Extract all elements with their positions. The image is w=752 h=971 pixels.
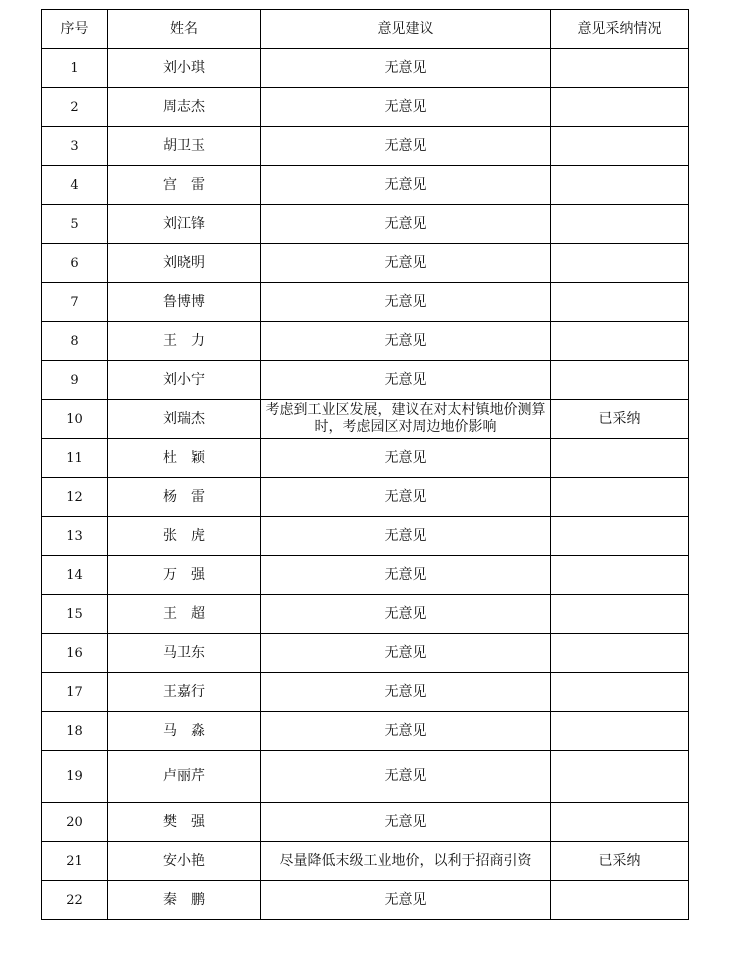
row-name: 王嘉行: [108, 673, 261, 712]
row-name: 刘瑞杰: [108, 400, 261, 439]
row-name: 秦 鹏: [108, 881, 261, 920]
table-row: [42, 881, 689, 920]
row-name: 王 超: [108, 595, 261, 634]
table-row: [42, 49, 689, 88]
row-no: 2: [42, 88, 108, 127]
table-row: [42, 166, 689, 205]
row-status: 已采纳: [551, 400, 689, 439]
row-status: [551, 88, 689, 127]
row-opinion: 无意见: [261, 244, 551, 283]
opinion-table-container: [41, 9, 688, 920]
row-opinion: 无意见: [261, 595, 551, 634]
row-status: [551, 712, 689, 751]
row-opinion: 无意见: [261, 205, 551, 244]
row-opinion: 尽量降低末级工业地价，以利于招商引资: [261, 842, 551, 881]
table-row: [42, 803, 689, 842]
row-status: [551, 205, 689, 244]
row-status: [551, 673, 689, 712]
opinion-table: [41, 9, 689, 920]
row-no: 16: [42, 634, 108, 673]
table-header: [42, 10, 689, 49]
row-status: [551, 127, 689, 166]
row-status: [551, 478, 689, 517]
row-status: [551, 322, 689, 361]
row-no: 8: [42, 322, 108, 361]
table-row: [42, 88, 689, 127]
row-opinion: 无意见: [261, 673, 551, 712]
row-status: [551, 166, 689, 205]
table-row: [42, 127, 689, 166]
row-no: 7: [42, 283, 108, 322]
row-no: 19: [42, 751, 108, 803]
table-body: [42, 49, 689, 920]
row-no: 5: [42, 205, 108, 244]
row-status: [551, 517, 689, 556]
row-status: 已采纳: [551, 842, 689, 881]
row-no: 3: [42, 127, 108, 166]
table-row: [42, 400, 689, 439]
header-row: [42, 10, 689, 49]
row-opinion: 无意见: [261, 88, 551, 127]
row-no: 13: [42, 517, 108, 556]
row-name: 马 淼: [108, 712, 261, 751]
table-row: [42, 634, 689, 673]
row-no: 10: [42, 400, 108, 439]
row-status: [551, 283, 689, 322]
row-name: 刘小琪: [108, 49, 261, 88]
row-name: 卢丽芹: [108, 751, 261, 803]
table-row: [42, 751, 689, 803]
row-opinion: 无意见: [261, 751, 551, 803]
header-no: 序号: [42, 10, 108, 49]
row-status: [551, 439, 689, 478]
table-row: [42, 439, 689, 478]
row-no: 1: [42, 49, 108, 88]
row-name: 杨 雷: [108, 478, 261, 517]
row-opinion: 无意见: [261, 712, 551, 751]
row-opinion: 无意见: [261, 556, 551, 595]
table-row: [42, 478, 689, 517]
row-opinion: 考虑到工业区发展，建议在对太村镇地价测算时，考虑园区对周边地价影响: [261, 400, 551, 439]
row-no: 21: [42, 842, 108, 881]
row-opinion: 无意见: [261, 439, 551, 478]
table-row: [42, 712, 689, 751]
table-row: [42, 556, 689, 595]
row-name: 张 虎: [108, 517, 261, 556]
row-opinion: 无意见: [261, 127, 551, 166]
row-name: 刘晓明: [108, 244, 261, 283]
row-name: 宫 雷: [108, 166, 261, 205]
row-status: [551, 881, 689, 920]
row-name: 鲁博博: [108, 283, 261, 322]
row-no: 6: [42, 244, 108, 283]
table-row: [42, 244, 689, 283]
row-name: 安小艳: [108, 842, 261, 881]
row-status: [551, 361, 689, 400]
row-name: 刘江锋: [108, 205, 261, 244]
table-row: [42, 673, 689, 712]
row-status: [551, 49, 689, 88]
row-no: 12: [42, 478, 108, 517]
row-opinion: 无意见: [261, 634, 551, 673]
table-row: [42, 361, 689, 400]
row-opinion: 无意见: [261, 517, 551, 556]
row-opinion: 无意见: [261, 478, 551, 517]
row-status: [551, 803, 689, 842]
row-no: 15: [42, 595, 108, 634]
table-row: [42, 517, 689, 556]
row-no: 17: [42, 673, 108, 712]
row-no: 22: [42, 881, 108, 920]
row-no: 18: [42, 712, 108, 751]
row-name: 杜 颖: [108, 439, 261, 478]
row-opinion: 无意见: [261, 803, 551, 842]
row-name: 万 强: [108, 556, 261, 595]
table-row: [42, 842, 689, 881]
row-status: [551, 634, 689, 673]
row-status: [551, 751, 689, 803]
row-opinion: 无意见: [261, 166, 551, 205]
row-opinion: 无意见: [261, 49, 551, 88]
row-status: [551, 244, 689, 283]
row-no: 11: [42, 439, 108, 478]
row-name: 马卫东: [108, 634, 261, 673]
row-opinion: 无意见: [261, 283, 551, 322]
row-no: 4: [42, 166, 108, 205]
header-status: 意见采纳情况: [551, 10, 689, 49]
header-opinion: 意见建议: [261, 10, 551, 49]
row-name: 王 力: [108, 322, 261, 361]
table-row: [42, 205, 689, 244]
row-name: 刘小宁: [108, 361, 261, 400]
table-row: [42, 283, 689, 322]
row-no: 20: [42, 803, 108, 842]
table-row: [42, 322, 689, 361]
row-name: 樊 强: [108, 803, 261, 842]
row-name: 胡卫玉: [108, 127, 261, 166]
row-status: [551, 595, 689, 634]
row-no: 14: [42, 556, 108, 595]
row-opinion: 无意见: [261, 881, 551, 920]
row-status: [551, 556, 689, 595]
header-name: 姓名: [108, 10, 261, 49]
row-no: 9: [42, 361, 108, 400]
row-opinion: 无意见: [261, 322, 551, 361]
row-name: 周志杰: [108, 88, 261, 127]
table-row: [42, 595, 689, 634]
row-opinion: 无意见: [261, 361, 551, 400]
